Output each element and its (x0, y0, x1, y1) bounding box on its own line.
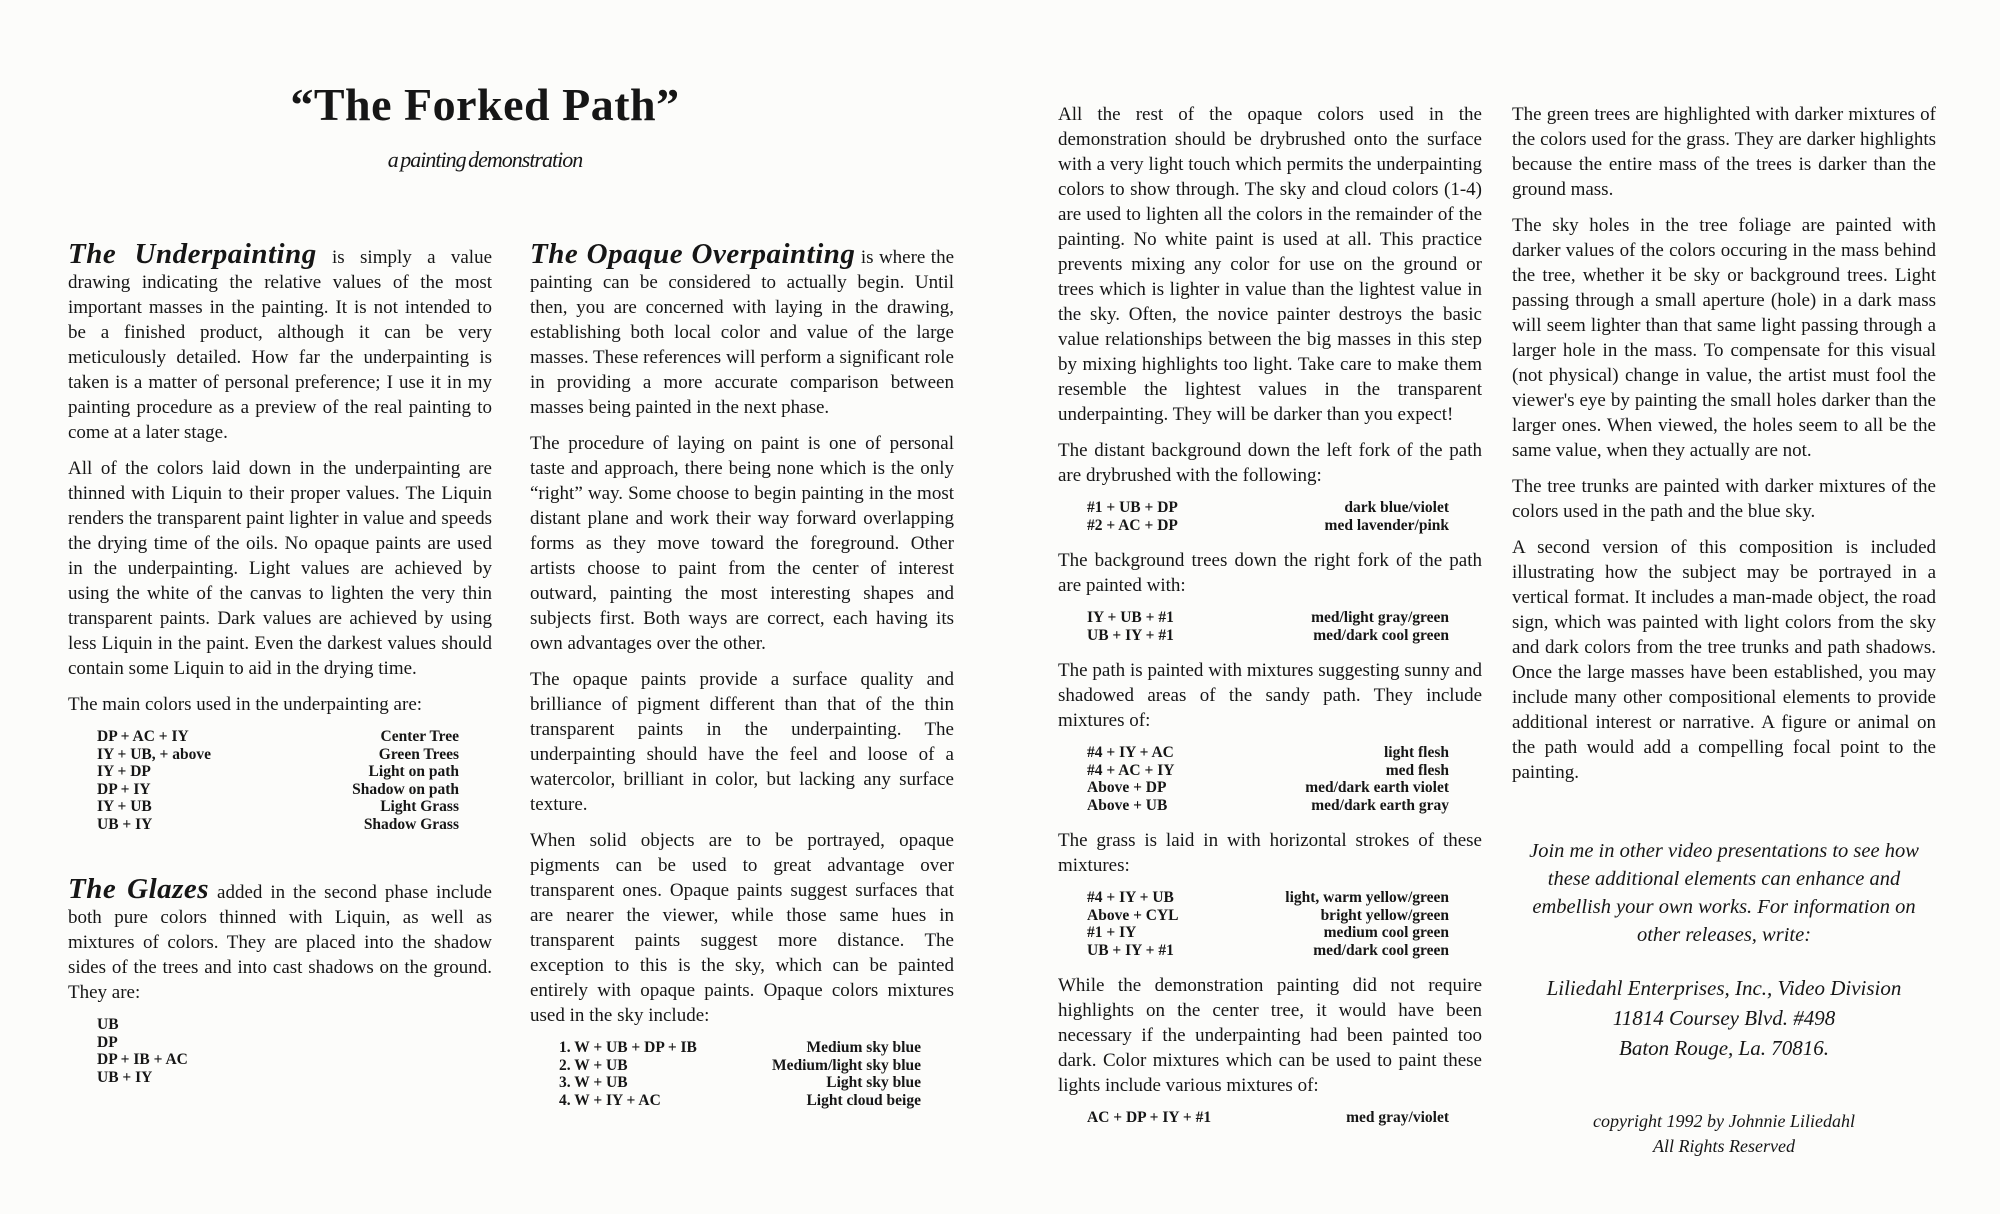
table-row (1087, 517, 1449, 535)
column-4 (1512, 102, 1936, 1159)
glazes-intro-paragraph (68, 873, 492, 1005)
copyright-notice (1526, 1109, 1922, 1159)
sky-holes-paragraph: The sky holes in the tree foliage are painted with darker values of the colors occuring in the mass behind the tree, whether it be sky or background trees. Light passing through a small aperture (hole) in a dark mass will seem lighter than that same light passing through a larger hole in the mass. To compensate for this visual (not physical) change in value, the artist must fool the viewer's eye by painting the small holes darker than the larger ones. When viewed, the holes seem to all be the same value, when they actually are not. (1512, 215, 1936, 461)
mix-label: med/dark cool green (1313, 941, 1449, 959)
distant-background-table (1087, 499, 1449, 534)
mix-code: DP + AC + IY (97, 728, 189, 745)
underpainting-intro-text: is simply a value drawing indicating the relative values of the most important masses in the painting. It is not intended to be a finished product, although it can be very meticulously detailed. How far the underpainting is taken is a matter of personal preference; I use it in my painting procedure as a preview of the real painting to come at a later stage. (68, 247, 492, 443)
page-subtitle: a painting demonstration (387, 147, 583, 172)
grass-paragraph: The grass is laid in with horizontal strokes of these mixtures: (1058, 830, 1482, 876)
second-version-paragraph: A second version of this composition is included illustrating how the subject may be portrayed in a vertical format. It includes a man-made object, the road sign, which was painted with light colors from the sky and dark colors from the tree trunks and path shadows. Once the large masses have been established, you may include many other compositional elements to provide additional interest or narrative. A figure or animal on the path would add a compelling focal point to the painting. (1512, 537, 1936, 783)
table-row (1087, 779, 1449, 797)
mix-code: #4 + AC + IY (1087, 761, 1175, 779)
mix-code: AC + DP + IY + #1 (1087, 1109, 1212, 1126)
mix-label: med/light gray/green (1311, 609, 1449, 626)
path-paragraph: The path is painted with mixtures suggesting sunny and shadowed areas of the sandy path. They include mixtures of: (1058, 660, 1482, 731)
mix-label: bright yellow/green (1320, 906, 1449, 924)
mix-label: med/dark earth gray (1311, 796, 1449, 814)
table-row (97, 763, 459, 781)
mix-code: 1. W + UB + DP + IB (559, 1039, 697, 1056)
list-item: DP (97, 1033, 118, 1051)
glazes-list (97, 1016, 492, 1086)
table-row (1087, 889, 1449, 907)
center-tree-highlights-paragraph: While the demonstration painting did not require highlights on the center tree, it would have been necessary if the underpainting had been painted too dark. Color mixtures which can be used to paint these lights include various mixtures of: (1058, 975, 1482, 1096)
overpainting-intro-paragraph (530, 238, 954, 420)
grass-table (1087, 889, 1449, 959)
mix-code: #2 + AC + DP (1087, 516, 1178, 534)
table-row (97, 816, 459, 834)
table-row (1087, 797, 1449, 815)
table-row (1087, 1109, 1449, 1127)
background-trees-paragraph: The background trees down the right fork of the path are painted with: (1058, 550, 1482, 596)
solid-objects-paragraph: When solid objects are to be portrayed, opaque pigments can be used to great advantage over transparent ones. Opaque paints suggest surfaces that are nearer the viewer, while those same hues in transparent paints suggest more distance. The exception to this is the sky, which can be painted entirely with opaque paints. Opaque colors mixtures used in the sky include: (530, 830, 954, 1026)
distant-background-paragraph: The distant background down the left fork of the path are drybrushed with the following: (1058, 440, 1482, 486)
table-row (559, 1074, 921, 1092)
mix-label: Shadow on path (352, 780, 459, 798)
mix-code: UB + IY (97, 815, 153, 833)
mix-code: UB + IY + #1 (1087, 626, 1174, 644)
page-title: “The Forked Path” (290, 79, 680, 130)
mix-label: light flesh (1383, 744, 1449, 761)
list-item: DP + IB + AC (97, 1051, 188, 1068)
underpainting-heading: The Underpainting (68, 238, 317, 270)
column-3 (1058, 102, 1482, 1141)
highlights-table (1087, 1109, 1449, 1127)
mix-label: light, warm yellow/green (1285, 889, 1449, 906)
mix-label: Light Grass (380, 798, 459, 815)
mix-label: med lavender/pink (1324, 516, 1449, 534)
column-2 (530, 238, 954, 1123)
table-row (1087, 907, 1449, 925)
mix-code: #1 + IY (1087, 924, 1137, 941)
address-line: Liliedahl Enterprises, Inc., Video Division (1546, 976, 1902, 1000)
mix-code: 3. W + UB (559, 1074, 628, 1091)
list-item: UB + IY (97, 1068, 153, 1086)
list-item: UB (97, 1016, 119, 1033)
table-row (97, 798, 459, 816)
mix-code: IY + DP (97, 763, 151, 780)
mix-label: dark blue/violet (1344, 499, 1449, 516)
green-trees-paragraph: The green trees are highlighted with darker mixtures of the colors used for the grass. They are darker highlights because the entire mass of the trees is darker than the ground mass. (1512, 104, 1936, 200)
glazes-heading: The Glazes (68, 873, 210, 905)
publisher-address (1526, 973, 1922, 1063)
mix-label: med flesh (1385, 761, 1449, 779)
table-row (97, 746, 459, 764)
mix-label: Medium/light sky blue (772, 1056, 921, 1074)
address-line: 11814 Coursey Blvd. #498 (1612, 1006, 1836, 1030)
mix-label: med/dark earth violet (1305, 779, 1449, 796)
mix-label: medium cool green (1323, 924, 1449, 941)
table-row (1087, 609, 1449, 627)
mix-code: 2. W + UB (559, 1056, 628, 1074)
table-row (97, 781, 459, 799)
glazes-intro-text: added in the second phase include both pure colors thinned with Liquin, as well as mixtures of colors. They are placed into the shadow sides of the trees and into cast shadows on the ground. They are: (68, 882, 492, 1003)
table-row (1087, 499, 1449, 517)
document-header (40, 78, 930, 173)
mix-code: DP + IY (97, 780, 151, 798)
table-row (1087, 744, 1449, 762)
address-line: Baton Rouge, La. 70816. (1619, 1036, 1829, 1060)
underpainting-intro-paragraph (68, 238, 492, 445)
column-1 (68, 238, 492, 1086)
mix-code: IY + UB, + above (97, 745, 211, 763)
mix-code: Above + CYL (1087, 906, 1179, 924)
path-table (1087, 744, 1449, 814)
mix-label: Shadow Grass (363, 815, 459, 833)
mix-code: 4. W + IY + AC (559, 1091, 661, 1109)
mix-label: Light on path (368, 763, 459, 780)
mix-code: UB + IY + #1 (1087, 941, 1174, 959)
mix-label: Center Tree (380, 728, 459, 745)
mix-label: Light cloud beige (806, 1091, 921, 1109)
mix-code: IY + UB + #1 (1087, 609, 1174, 626)
mix-code: Above + DP (1087, 779, 1167, 796)
table-row (559, 1057, 921, 1075)
mix-label: Green Trees (378, 745, 459, 763)
mix-code: #4 + IY + AC (1087, 744, 1174, 761)
mix-code: #4 + IY + UB (1087, 889, 1174, 906)
video-invitation-text: Join me in other video presentations to see how these additional elements can enhance and embellish your own works. For information on other releases, write: (1529, 840, 1919, 946)
table-row (1087, 924, 1449, 942)
table-row (559, 1092, 921, 1110)
overpainting-heading: The Opaque Overpainting (530, 238, 856, 270)
tree-trunks-paragraph: The tree trunks are painted with darker mixtures of the colors used in the path and the blue sky. (1512, 476, 1936, 522)
copyright-line: copyright 1992 by Johnnie Liliedahl (1593, 1111, 1855, 1131)
laying-on-paint-paragraph: The procedure of laying on paint is one of personal taste and approach, there being none which is the only “right” way. Some choose to begin painting in the most distant plane and work their way forward overlapping forms as they move toward the foreground. Other artists choose to paint from the center of interest outward, painting the most interesting shapes and subjects first. Both ways are correct, each having its own advantages over the other. (530, 433, 954, 654)
main-colors-lead-paragraph: The main colors used in the underpainting are: (68, 694, 423, 715)
drybrush-paragraph: All the rest of the opaque colors used in the demonstration should be drybrushed onto the surface with a very light touch which permits the underpainting colors to show through. The sky and cloud colors (1-4) are used to lighten all the colors in the remainder of the painting. No white paint is used at all. This practice prevents mixing any color for use on the ground or trees which is lighter in value than the lightest value in the sky. Often, the novice painter destroys the basic value relationships between the big masses in this step by mixing highlights too light. Take care to make them resemble the lightest values in the transparent underpainting. They will be darker than you expect! (1058, 104, 1482, 425)
table-row (1087, 762, 1449, 780)
background-trees-table (1087, 609, 1449, 644)
mix-code: IY + UB (97, 798, 152, 815)
sky-colors-table (559, 1039, 921, 1109)
opaque-surface-paragraph: The opaque paints provide a surface quality and brilliance of pigment different than that of the thin transparent paints in the underpainting. The underpainting should have the feel and loose of a watercolor, brilliant in color, but lacking any surface texture. (530, 669, 954, 815)
mix-label: Light sky blue (826, 1074, 921, 1091)
mix-code: Above + UB (1087, 796, 1168, 814)
mix-code: #1 + UB + DP (1087, 499, 1178, 516)
underpainting-liquin-paragraph: All of the colors laid down in the underpainting are thinned with Liquin to their proper values. The Liquin renders the transparent paint lighter in value and speeds the drying time of the oils. No opaque paints are used in the underpainting. Light values are achieved by using the white of the canvas to lighten the very thin transparent paints. Dark values are achieved by using less Liquin in the paint. Even the darkest values should contain some Liquin to aid in the drying time. (68, 458, 492, 679)
copyright-line: All Rights Reserved (1653, 1136, 1795, 1156)
mix-label: med gray/violet (1346, 1109, 1449, 1126)
mix-label: Medium sky blue (806, 1039, 921, 1056)
table-row (1087, 942, 1449, 960)
mix-label: med/dark cool green (1313, 626, 1449, 644)
underpainting-colors-table (97, 728, 459, 833)
table-row (559, 1039, 921, 1057)
table-row (97, 728, 459, 746)
table-row (1087, 627, 1449, 645)
overpainting-intro-text: is where the painting can be considered to actually begin. Until then, you are concerned with laying in the drawing, establishing both local color and value of the large masses. These references will perform a significant role in providing a more accurate comparison between masses being painted in the next phase. (530, 247, 954, 418)
